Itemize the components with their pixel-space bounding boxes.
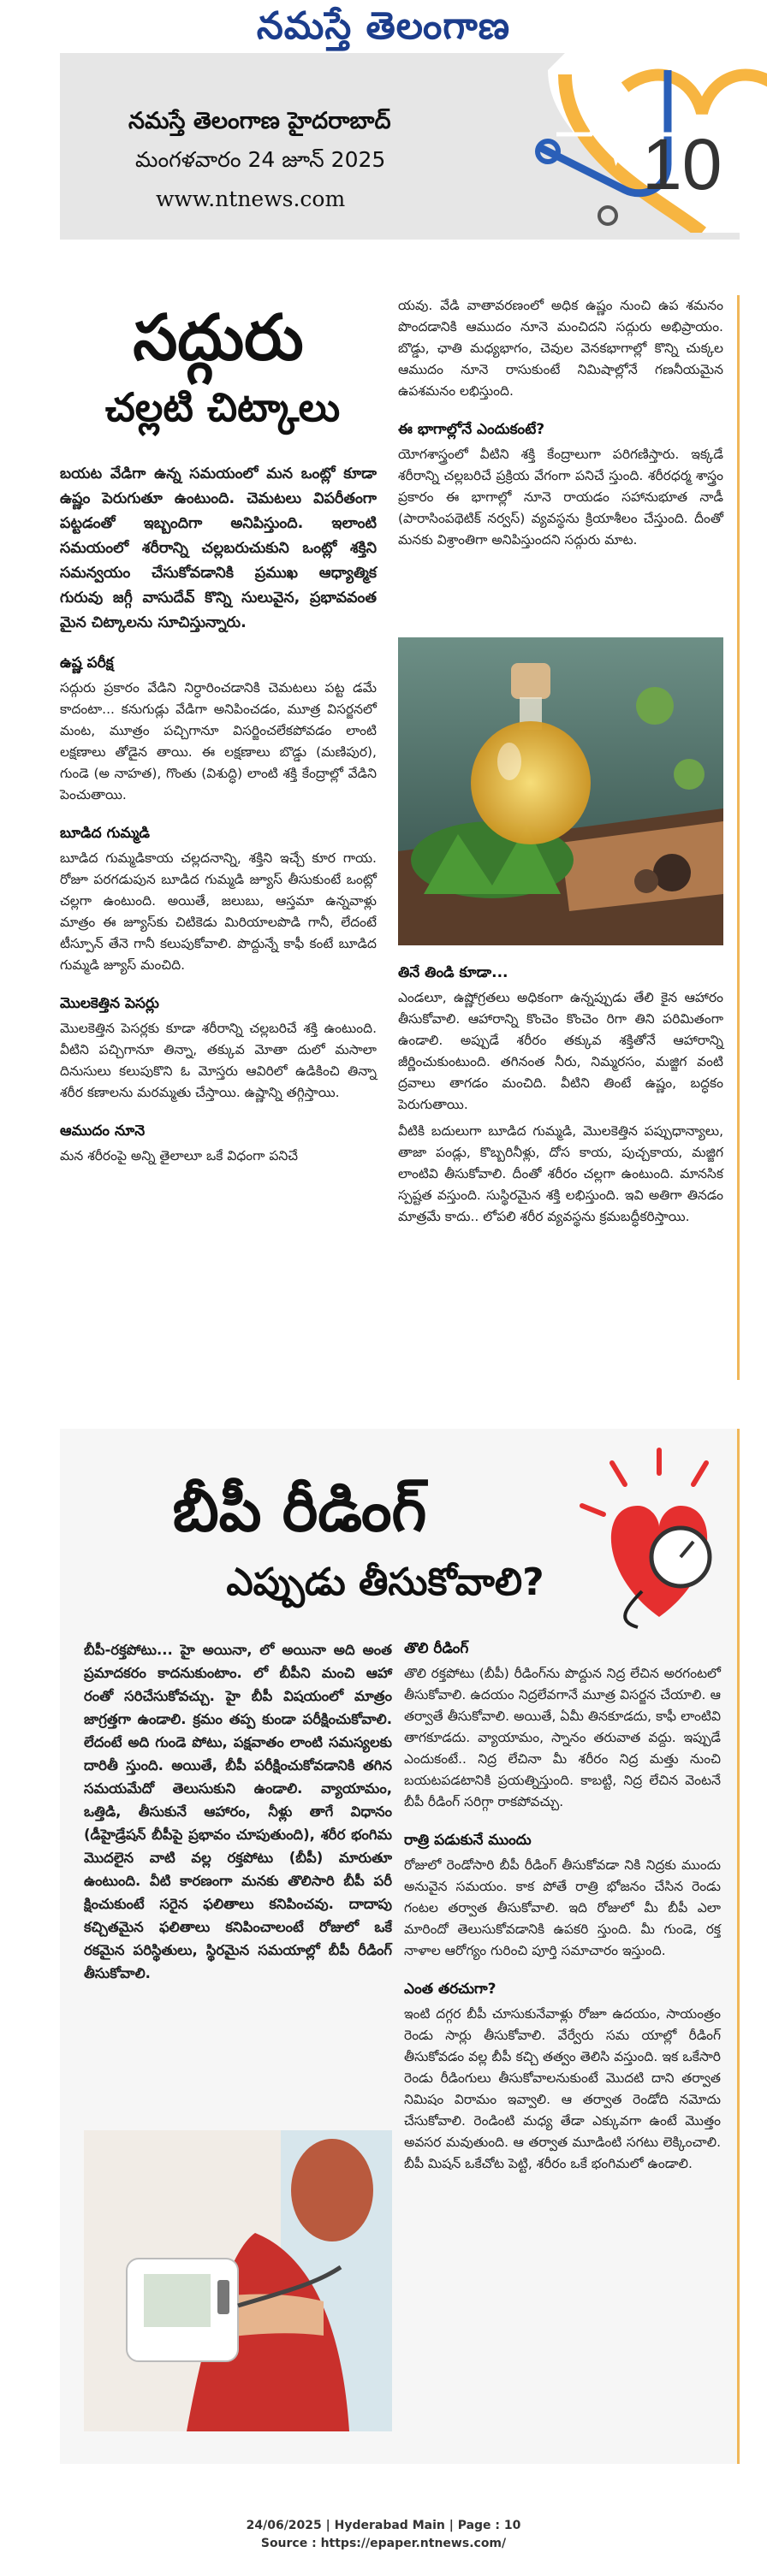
section-heading: ఆముదం నూనె xyxy=(60,1122,146,1140)
footer-edition-line: 24/06/2025 | Hyderabad Main | Page : 10 xyxy=(246,2519,521,2532)
section-body: యవు. వేడి వాతావరణంలో అధిక ఉష్ణం నుంచి ఉప శమనం పొందడానికి ఆముదం నూనె మంచిదని సద్గురు అభిప్రాయం. బొడ్డు, ఛాతి మధ్యభాగం, చెవుల వెనకభాగాల్లో కొన్ని చుక్కల ఆముదం నూనె రాసుకుంటే నిమిషాల్లోనే గణనీయమైన ఉపశమనం లభిస్తుంది. xyxy=(398,298,723,399)
section-body: వీటికి బదులుగా బూడిద గుమ్మడి, మొలకెత్తిన పప్పుధాన్యాలు, తాజా పండ్లు, కొబ్బరినీళ్లు, దోస కాయ, పుచ్చకాయ, మజ్జిగ లాంటివి తీసుకోవాలి. దీంతో శరీరం చల్లగా ఉంటుంది. మానసిక స్పష్టత వస్తుంది. సుస్థిరమైన శక్తి లభిస్తుంది. ఇవి అతిగా తినడం మాత్రమే కాదు.. లోపలి శరీర వ్యవస్థను క్రమబద్ధీకరిస్తాయి. xyxy=(398,1123,723,1224)
oil-bottle-icon xyxy=(398,637,723,945)
bp-monitor-icon xyxy=(84,2130,392,2431)
footer-source-link[interactable]: Source : https://epaper.ntnews.com/ xyxy=(260,2537,507,2550)
section-heading: బూడిద గుమ్మడి xyxy=(60,825,150,842)
masthead xyxy=(0,0,767,53)
section-heading: ఉష్ణ పరీక్ష xyxy=(60,654,114,672)
section-body: మన శరీరంపై అన్ని తైలాలూ ఒకే విధంగా పనిచే xyxy=(60,1148,299,1164)
article2-col2 xyxy=(404,1638,721,2175)
edition-date: మంగళవారం 24 జూన్ 2025 xyxy=(135,147,386,172)
page-number: 10 xyxy=(642,124,722,204)
article1-col1 xyxy=(60,462,377,1167)
section-body: బూడిద గుమ్మడికాయ చల్లదనాన్ని, శక్తిని ఇచ్చే కూర గాయ. రోజూ పరగడుపున బూడిద గుమ్మడి జ్యూస్ తీసుకుంటే ఒంట్లో చల్లగా ఉంటుంది. అయితే, జలుబు, ఆస్తమా ఉన్నవాళ్లు మాత్రం ఈ జ్యూస్‌కు చిటికెడు మిరియాలపొడి గానీ, లేదంటే టీస్పూన్ తేనె గానీ కలుపుకోవాలి. పొద్దున్నే కాఫీ కంటే బూడిద గుమ్మడి జ్యూస్ మంచిది. xyxy=(60,850,377,973)
section-heading: ఈ భాగాల్లోనే ఎందుకంటే? xyxy=(398,421,545,438)
section-body: యోగశాస్త్రంలో వీటిని శక్తి కేంద్రాలుగా పరిగణిస్తారు. ఇక్కడే శరీరాన్ని చల్లబరిచే ప్రక్రియ వేగంగా పనిచే స్తుంది. శరీరధర్మ శాస్త్రం ప్రకారం ఈ భాగాల్లో నూనె రాయడం సహానుభూత నాడీ (పారాసింపథెటిక్ నర్వస్) వ్యవస్థను క్రియాశీలం చేస్తుంది. దీంతో మనకు విశ్రాంతిగా అనిపిస్తుందని సద్గురు మాట. xyxy=(398,447,723,548)
section-heading: తొలి రీడింగ్ xyxy=(404,1640,469,1657)
edition-url: www.ntnews.com xyxy=(156,187,346,211)
article1-title-line2: చల్లటి చిట్కాలు xyxy=(104,384,341,430)
article1-lead: బయట వేడిగా ఉన్న సమయంలో మన ఒంట్లో కూడా ఉష్ణం పెరుగుతూ ఉంటుంది. చెమటలు విపరీతంగా పట్టడంతో ఇబ్బందిగా అనిపిస్తుంది. ఇలాంటి సమయంలో శరీరాన్ని చల్లబరుచుకుని ఒంట్లో శక్తిని సమన్వయం చేసుకోవడానికి ప్రముఖ ఆధ్యాత్మిక గురువు జగ్గీ వాసుదేవ్ కొన్ని సులువైన, ప్రభావవంత మైన చిట్కాలను సూచిస్తున్నారు. xyxy=(60,465,377,631)
bp-monitor-photo xyxy=(84,2130,392,2431)
section-body: రోజులో రెండోసారి బీపీ రీడింగ్ తీసుకోవడా నికి నిద్రకు ముందు అనువైన సమయం. కాక పోతే రాత్రి భోజనం చేసిన రెండు గంటల తర్వాత తీసుకోవాలి. ఇది రోజులో మీ బీపీ ఎలా మారిందో తెలుసుకోవడానికి ఉపకరి స్తుంది. మీ గుండె, రక్త నాళాల ఆరోగ్యం గురించి పూర్తి సమాచారం ఇస్తుంది. xyxy=(404,1857,721,1958)
section-body: ఎండలూ, ఉష్ణోగ్రతలు అధికంగా ఉన్నప్పుడు తేలి కైన ఆహారం తీసుకోవాలి. ఆహారాన్ని కొంచెం కొంచెం రిగా తిని పరిమితంగా ఉండాలి. అప్పుడే శరీరం తక్కువ శక్తితోనే ఆహారాన్ని జీర్ణించుకుంటుంది. తగినంత నీరు, నిమ్మరసం, మజ్జిగ వంటి ద్రవాలు తాగడం మంచిది. వీటిని తింటే ఉష్ణం, బద్ధకం పెరుగుతాయి. xyxy=(398,990,723,1112)
bp-gauge-icon xyxy=(565,1446,745,1634)
article1-col2 xyxy=(398,295,723,551)
section-body: సద్గురు ప్రకారం వేడిని నిర్ధారించడానికి చెమటలు పట్ట డమే కాదంటా... కనుగుడ్లు వేడిగా అనిపించడం, మూత్ర విసర్జనలో మంట, మూత్రం పచ్చిగానూ విసర్జించలేకపోవడం లాంటి లక్షణాలు తోడైన తాయి. ఈ లక్షణాలు బొడ్డు (మణిపుర), గుండె (అ నాహత), గొంతు (విశుద్ధి) లాంటి శక్తి కేంద్రాల్లో వేడిని పెంచుతాయి. xyxy=(60,680,377,802)
footer xyxy=(0,2517,767,2553)
article-sadhguru xyxy=(60,295,740,1380)
section-heading: రాత్రి పడుకునే ముందు xyxy=(404,1832,532,1849)
section-body: ఇంటి దగ్గర బీపీ చూసుకునేవాళ్లు రోజూ ఉదయం, సాయంత్రం రెండు సార్లు తీసుకోవాలి. వేర్వేరు సమ యాల్లో రీడింగ్ తీసుకోవడం వల్ల బీపీ కచ్చి తత్వం తెలిసి వస్తుంది. ఇక ఒకేసారి రెండు రీడింగులు తీసుకోవాలనుకుంటే మొదటి దాని తర్వాత నిమిషం విరామం ఇవ్వాలి. ఆ తర్వాత రెండోది నమోదు చేసుకోవాలి. రెండింటి మధ్య తేడా ఎక్కువగా ఉంటే మొత్తం అవసర మవుతుంది. ఆ తర్వాత మూడింటి సగటు లెక్కించాలి. బీపీ మిషన్ ఒకేచోట పెట్టి, శరీరం ఒకే భంగిమలో ఉండాలి. xyxy=(404,2006,721,2171)
section-heading: తినే తిండి కూడా... xyxy=(398,964,508,981)
masthead-logo: నమస్తే తెలంగాణ xyxy=(256,4,511,48)
article2-col1 xyxy=(84,1638,392,1985)
article2-title-line2: ఎప్పుడు తీసుకోవాలి? xyxy=(226,1560,544,1604)
article1-col2-lower xyxy=(398,962,723,1228)
edition-brand: నమస్తే తెలంగాణ హైదరాబాద్ xyxy=(128,108,391,134)
article1-title-line1: సద్గురు xyxy=(133,301,304,375)
article2-title-line1: బీపీ రీడింగ్ xyxy=(172,1475,427,1545)
header-band xyxy=(60,53,740,240)
section-heading: ఎంత తరచుగా? xyxy=(404,1981,496,1998)
section-body: బీపీ-రక్తపోటు... హై అయినా, లో అయినా అది అంత ప్రమాదకరం కాదనుకుంటాం. లో బీపీని మంచి ఆహా రంతో సరిచేసుకోవచ్చు. హై బీపీ విషయంలో మాత్రం జాగ్రత్తగా ఉండాలి. క్రమం తప్ప కుండా పరీక్షించుకోవాలి. లేదంటే అది గుండె పోటు, పక్షవాతం లాంటి సమస్యలకు దారితీ స్తుంది. అయితే, బీపీ పరీక్షించుకోవడానికి తగిన సమయమేదో తెలుసుకుని ఉండాలి. వ్యాయామం, ఒత్తిడి, తీసుకునే ఆహారం, నీళ్లు తాగే విధానం (డీహైడ్రేషన్ బీపీపై ప్రభావం చూపుతుంది), శరీర భంగిమ మొదలైన వాటి వల్ల రక్తపోటు (బీపీ) మారుతూ ఉంటుంది. వీటి కారణంగా మనకు తొలిసారి బీపీ పరీ క్షించుకుంటే సరైన ఫలితాలు కనిపించవు. దాదాపు కచ్చితమైన ఫలితాలు కనిపించాలంటే రోజులో ఒకే రకమైన పరిస్థితులు, స్థిరమైన సమయాల్లో బీపీ రీడింగ్ తీసుకోవాలి. xyxy=(84,1642,392,1981)
section-body: మొలకెత్తిన పెసర్లకు కూడా శరీరాన్ని చల్లబరిచే శక్తి ఉంటుంది. వీటిని పచ్చిగానూ తిన్నా, తక్కువ మోతా దులో మసాలా దినుసులు కలుపుకొని ఓ మోస్తరు ఆవిరిలో ఉడికించి తిన్నా శరీర కణాలను మరమ్మతు చేస్తాయి. ఉష్ణాన్ని తగ్గిస్తాయి. xyxy=(60,1021,377,1100)
section-heading: మొలకెత్తిన పెసర్లు xyxy=(60,995,159,1012)
castor-oil-photo xyxy=(398,637,723,945)
section-body: తొలి రక్తపోటు (బీపీ) రీడింగ్‌ను పొద్దున నిద్ర లేచిన అరగంటలో తీసుకోవాలి. ఉదయం నిద్రలేవగానే మూత్ర విసర్జన చేయాలి. ఆ తర్వాతే తీసుకోవాలి. అయితే, ఏమీ తినకూడదు, కాఫీ లాంటివి తాగకూడదు. వ్యాయామం, స్నానం తరువాత వద్దు. ఇప్పుడే ఎందుకంటే.. నిద్ర లేచినా మీ శరీరం నిద్ర మత్తు నుంచి బయటపడటానికి ప్రయత్నిస్తుంది. కాబట్టి, నిద్ర లేచిన వెంటనే బీపీ రీడింగ్ సరిగ్గా రాకపోవచ్చు. xyxy=(404,1666,721,1809)
article-bp-reading xyxy=(60,1429,740,2464)
